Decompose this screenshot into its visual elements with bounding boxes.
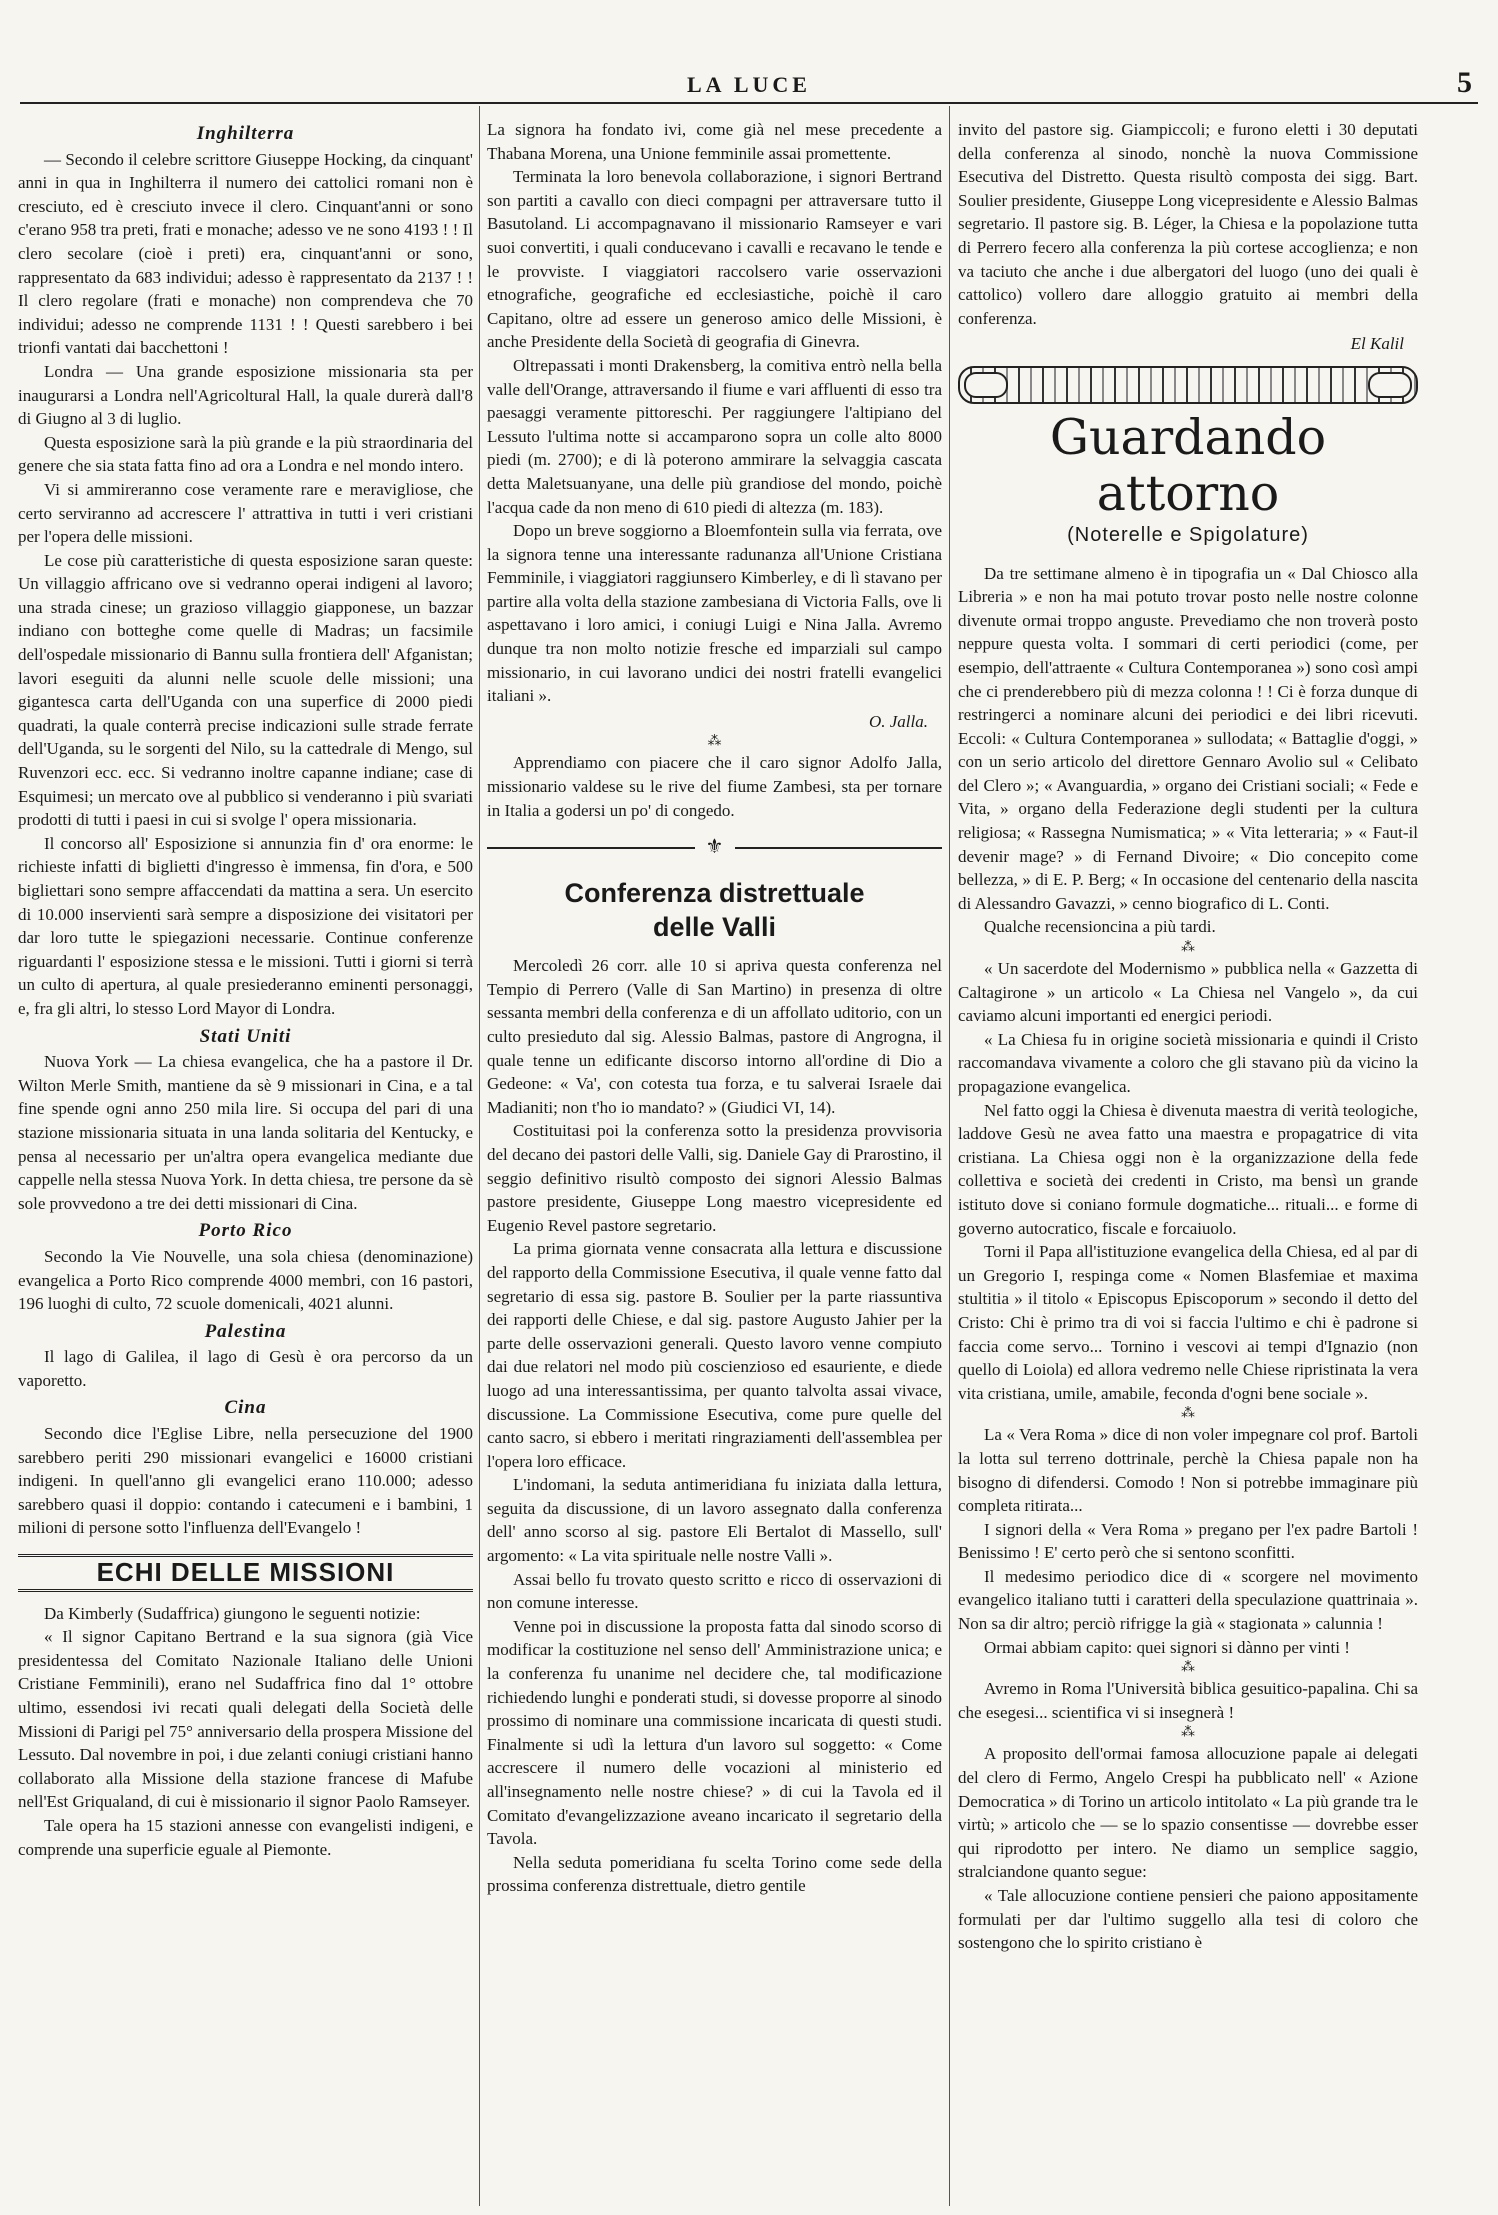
paragraph: Assai bello fu trovato questo scritto e ricco di osservazioni di non comune interesse. — [487, 1569, 942, 1613]
ornamental-divider — [487, 836, 942, 860]
paragraph: Secondo la Vie Nouvelle, una sola chiesa (denominazione) evangelica a Porto Rico comprende 4000 membri, con 16 pastori, 196 luoghi di culto, 72 scuole domenicali, 4021 alunni. — [18, 1246, 473, 1314]
article-title-line-1: Conferenza distrettuale — [564, 878, 865, 909]
paragraph: Vi si ammireranno cose veramente rare e meravigliose, che certo serviranno ad accrescere l' attrattiva in tutti i veri cristiani per l'opera delle missioni. — [18, 479, 473, 547]
paragraph: A proposito dell'ormai famosa allocuzione papale ai delegati del clero di Fermo, Angelo Crespi ha pubblicato nell' « Azione Democratica » di Torino un articolo intitolato « La più grande tra le virtù; » articolo che — se lo spazio consentisse — dovrebbe esser qui riprodotto per intero. Ne diamo un semplice saggio, stralciandone quanto segue: — [958, 1744, 1418, 1882]
column-1 — [18, 118, 473, 2203]
paragraph: Ormai abbiam capito: quei signori si dànno per vinti ! — [984, 1637, 1350, 1657]
section-title-inghilterra: Inghilterra — [196, 123, 295, 144]
paragraph: Il lago di Galilea, il lago di Gesù è ora percorso da un vaporetto. — [18, 1347, 473, 1390]
article-title-guardando-attorno: Guardando attorno — [1049, 408, 1327, 522]
paragraph: invito del pastore sig. Giampiccoli; e furono eletti i 30 deputati della conferenza al sinodo, nonchè la nuova Commissione Esecutiva del Distretto. Questa risultò composta dei sigg. Bart. Soulier presidente, Giuseppe Long vicepresidente e Alessio Balmas segretario. Il pastore sig. B. Léger, la Chiesa e la popolazione tutta di Perrero fecero alla conferenza la più cortese accoglienza; e non va taciuto che anche i due albergatori del luogo (uno dei quali è cattolico) vollero dare alloggio gratuito ai membri della conferenza. — [958, 120, 1418, 328]
section-title-echi-delle-missioni: ECHI DELLE MISSIONI — [18, 1554, 473, 1592]
newspaper-title: LA LUCE — [687, 72, 811, 97]
paragraph: Secondo dice l'Eglise Libre, nella persecuzione del 1900 sarebbero periti 290 missionari evangelici e 16000 cristiani indigeni. In quell'anno gli evangelici erano 110.000; adesso sarebbero quasi il doppio: contando i catecumeni e i bambini, 1 milioni di persone sotto l'influenza dell'Evangelo ! — [18, 1424, 473, 1538]
paragraph: Questa esposizione sarà la più grande e la più straordinaria del genere che sia stata fatta fino ad ora a Londra e nel mondo intero. — [18, 432, 473, 476]
column-rule — [479, 106, 480, 2206]
section-title-stati-uniti: Stati Uniti — [199, 1025, 292, 1047]
section-title-porto-rico: Porto Rico — [198, 1220, 293, 1242]
paragraph: Londra — Una grande esposizione missionaria sta per inaugurarsi a Londra nell'Agricoltural Hall, la quale durerà dall'8 di Giugno al 3 di luglio. — [18, 361, 473, 429]
paragraph: Terminata la loro benevola collaborazione, i signori Bertrand son partiti a cavallo con dieci compagni per attraversare tutto il Basutoland. Li accompagnavano il missionario Ramseyer e vari suoi convertiti, i quali conducevano i cavalli e recavano le tende e le provviste. I viaggiatori raccolsero varie osservazioni etnografiche, geografiche ed ecclesiastiche, poichè il caro Capitano, oltre ad essere un generoso amico delle Missioni, è anche Presidente della Società di geografia di Ginevra. — [487, 167, 942, 352]
paragraph: Costituitasi poi la conferenza sotto la presidenza provvisoria del decano dei pastori delle Valli, sig. Daniele Gay di Prarostino, il seggio definitivo risultò composto dei signori Alessio Balmas pastore presidente, Giuseppe Long maestro vicepresidente ed Eugenio Revel pastore segretario. — [487, 1121, 942, 1235]
article-title-conferenza — [487, 876, 942, 944]
paragraph: Oltrepassati i monti Drakensberg, la comitiva entrò nella bella valle dell'Orange, attraversando il fiume e vari affluenti di esso tra paesaggi veramente pittoreschi. Per raggiungere l'altipiano del Lessuto l'ultima notte si accamparono sopra un colle alto 8000 piedi (m. 2700); e di là poterono ammirare la selvaggia cascata detta Maletsuanyane, una delle più grandiose del mondo, poichè l'acqua cade da non meno di 610 piedi di altezza (m. 183). — [487, 355, 942, 517]
paragraph: « Il signor Capitano Bertrand e la sua signora (già Vice presidentessa del Comitato Nazionale Italiano delle Unioni Cristiane Femminili), erano nel Sudaffrica fino dal 1° ottobre ultimo, essendosi ivi recati quali delegati della Società delle Missioni di Parigi pel 75° anniversario della prospera Missione del Lessuto. Dal novembre in poi, i due zelanti coniugi cristiani hanno collaborato alla Missione della stazione francese di Mafube nell'Est Griqualand, di cui è missionario il signor Paolo Ramseyer. — [18, 1627, 473, 1812]
paragraph: Nel fatto oggi la Chiesa è divenuta maestra di verità teologiche, laddove Gesù ne avea fatto una maestra e propagatrice di vita cristiana. La Chiesa oggi non è la organizzazione della fede collettiva e società dei credenti in Cristo, ma bensì un grande istituto dove si coniano formule dogmatiche... rituali... e forme di governo autocratico, fiscale e forcaiuolo. — [958, 1100, 1418, 1238]
paragraph: Tale opera ha 15 stazioni annesse con evangelisti indigeni, e comprende una superficie eguale al Piemonte. — [18, 1815, 473, 1859]
paragraph: Venne poi in discussione la proposta fatta dal sinodo scorso di modificar la costituzione nel senso dell' Amministrazione unica; e la conferenza fu unanime nel decidere che, tal modificazione richiedendo lunghi e ponderati studi, si dovesse proporre al sinodo prossimo di nominare una commissione incaricata di questi studi. Finalmente si udì la lettura d'un lavoro sul soggetto: « Come accrescere il numero delle vocazioni al ministerio ed all'insegnamento nelle nostre chiese? » di cui la Tavola ed il Comitato d'evangelizzazione aveano incaricato il segretario della Tavola. — [487, 1616, 942, 1849]
separator-stars: ⁂ — [1181, 1725, 1195, 1741]
paragraph: La signora ha fondato ivi, come già nel mese precedente a Thabana Morena, una Unione femminile assai promettente. — [487, 120, 942, 163]
paragraph: Avremo in Roma l'Università biblica gesuitico-papalina. Chi sa che esegesi... scientifica vi si insegnerà ! — [958, 1679, 1418, 1722]
signature: O. Jalla. — [868, 711, 928, 731]
column-3 — [958, 118, 1418, 2203]
paragraph: « La Chiesa fu in origine società missionaria e quindi il Cristo raccomandava vivamente a coloro che gli stavano più da vicino la propagazione evangelica. — [958, 1029, 1418, 1096]
paragraph: Il medesimo periodico dice di « scorgere nel movimento evangelico italiano tutti i caratteri della speculazione quattrinaia ». Non sa dir altro; perciò rifrigge la già « stagionata » calunnia ! — [958, 1566, 1418, 1634]
paragraph: Le cose più caratteristiche di questa esposizione saran queste: Un villaggio affricano ove si vedranno operai indigeni al lavoro; una strada cinese; un grazioso villaggio giapponese, un bazzar indiano con botteghe come quelle di Madras; un facsimile dell'ospedale missionario di Bannu sulla frontiera dell' Afganistan; lavori eseguiti da alunni nelle scuole delle missioni; una gigantesca carta dell'Uganda con una superfice di 2000 piedi quadrati, la quale conterrà precise indicazioni sulle strade ferrate dell'Uganda, su le sorgenti del Nilo, su la cattedrale di Mengo, sul Ruvenzori ecc. ecc. Si vedranno inoltre capanne indiane; case di Esquimesi; un mercato ove al pubblico si venderanno i più svariati prodotti di tutti i paesi in cui si svolge l' opera missionaria. — [18, 550, 473, 830]
paragraph: Dopo un breve soggiorno a Bloemfontein sulla via ferrata, ove la signora tenne una interessante radunanza all'Unione Cristiana Femminile, i viaggiatori raggiunsero Kimberley, e di lì stavano per partire alla volta della stazione zambesiana di Victoria Falls, ove li aspettavano i loro amici, i coniugi Luigi e Nina Jalla. Avremo dunque tra non molto notizie fresche ed imparziali sul campo missionario, in cui lavorano undici dei nostri fratelli evangelici italiani ». — [487, 521, 942, 706]
page-number: 5 — [1457, 66, 1472, 99]
separator-stars: ⁂ — [1181, 1660, 1195, 1676]
separator-stars: ⁂ — [1181, 1406, 1195, 1422]
paragraph: I signori della « Vera Roma » pregano per l'ex padre Bartoli ! Benissimo ! E' certo però che si sentono sconfitti. — [958, 1519, 1418, 1563]
column-rule — [949, 106, 950, 2206]
paragraph: « Tale allocuzione contiene pensieri che paiono appositamente formulati per dar l'ultimo suggello alla tesi di coloro che sostengono che lo spirito cristiano è — [958, 1886, 1418, 1953]
paragraph: Nuova York — La chiesa evangelica, che ha a pastore il Dr. Wilton Merle Smith, mantiene da sè 9 missionari in Cina, e a tal fine spende ogni anno 250 mila lire. Si occupa del pari di una stazione missionaria situata in una landa solitaria del Kentucky, e pensa al necessario per un'altra opera evangelica mediante due cappelle nella stessa Nuova York. In detta chiesa, tre persone da sè sole provvedono a tre dei detti missionari di Cina. — [18, 1052, 473, 1213]
signature: El Kalil — [1350, 334, 1404, 354]
paragraph: Da tre settimane almeno è in tipografia un « Dal Chiosco alla Libreria » e non ha mai potuto trovar posto nelle nostre colonne divenute ormai troppo anguste. Prevediamo che non troverà posto neppure questa volta. I sommari di certi periodici (come, per esempio, dell'attraente « Cultura Contemporanea ») sono così ampi che ci prenderebbero più di mezza colonna ! ! Ci è forza dunque di restringerci a nominare alcuni dei periodici e dei libri ricevuti. Eccoli: « Cultura Contemporanea » sullodata; « Battaglie d'oggi, » con un serio articolo del direttore Gennaro Avolio sul « Celibato del Clero »; « Avanguardia, » organo dei Cristiani sociali; « Fede e Vita, » organo della Federazione degli studenti per la cultura religiosa; « Rassegna Numismatica; » « Vita letteraria; » « Faut-il devenir mage? » di Fernand Divoire; « Dio concepito come bellezza, » di E. P. Berg; « In occasione del centenario della nascita di Alessandro Gavazzi, » cenno biografico di L. Conti. — [958, 563, 1418, 913]
paragraph: La « Vera Roma » dice di non voler impegnare col prof. Bartoli la lotta sul terreno dottrinale, perchè la Chiesa papale non ha bisogno di difendersi. Comodo ! Non si potrebbe immaginare più completa ritirata... — [958, 1425, 1418, 1516]
paragraph: Qualche recensioncina a più tardi. — [984, 917, 1216, 937]
paragraph: Apprendiamo con piacere che il caro signor Adolfo Jalla, missionario valdese su le rive del fiume Zambesi, sta per tornare in Italia a godersi un po' di congedo. — [487, 753, 942, 820]
fleur-de-lis-icon: ⚜ — [705, 836, 724, 859]
paragraph: « Un sacerdote del Modernismo » pubblica nella « Gazzetta di Caltagirone » un articolo « La Chiesa nel Vangelo », da cui caviamo alcuni importanti ed energici periodi. — [958, 959, 1418, 1026]
paragraph: Il concorso all' Esposizione si annunzia fin d' ora enorme: le richieste infatti di biglietti d'ingresso è immensa, fin d'ora, e 500 bigliettari sono sempre affaccendati da mattina a sera. Un esercito di 10.000 inservienti sarà sempre a disposizione dei visitatori per dar loro tutte le spiegazioni necessarie. Continue conferenze riguardanti l' esposizione stessa e le missioni. Tutti i giorni si terrà un culto di apertura, al quale presiederanno eminenti personaggi, e, fra gli altri, lo stesso Lord Mayor di Londra. — [18, 833, 473, 1018]
article-title-line-2: delle Valli — [652, 912, 777, 943]
paragraph: Da Kimberly (Sudaffrica) giungono le seguenti notizie: — [44, 1603, 421, 1623]
column-2 — [487, 118, 942, 2203]
separator-stars: ⁂ — [1181, 940, 1195, 956]
article-subtitle: (Noterelle e Spigolature) — [1067, 523, 1309, 546]
paragraph: Mercoledì 26 corr. alle 10 si apriva questa conferenza nel Tempio di Perrero (Valle di San Martino) in presenza di oltre sessanta membri della conferenza e di un affollato uditorio, con un culto presieduto dal sig. Alessio Balmas, pastore di Angrogna, il quale tenne un edificante discorso intorno all'ordine di Dio a Gedeone: « Va', con cotesta tua forza, e tu salverai Israele dai Madianiti; non t'ho io mandato? » (Giudici VI, 14). — [487, 956, 942, 1117]
section-title-palestina: Palestina — [204, 1320, 287, 1342]
decorative-band — [958, 366, 1418, 404]
paragraph: Torni il Papa all'istituzione evangelica della Chiesa, ed al par di un Gregorio I, respinga come « Nomen Blasfemiae et maxima stultitia » il titolo « Episcopus Episcoporum » secondo il detto del Cristo: Chi è primo tra di voi si faccia l'ultimo e chi è padrone si faccia come servo... Tornino i vescovi ai tempi d'Ignazio (non quello di Loiola) ed allora vedremo nelle Chiese ripristinata la vera vita cristiana, umile, amabile, feconda d'ogni bene sociale ». — [958, 1242, 1418, 1403]
section-title-cina: Cina — [224, 1397, 267, 1419]
paragraph: L'indomani, la seduta antimeridiana fu iniziata dalla lettura, seguita da discussione, di un lavoro assegnato dalla conferenza dell' anno scorso al sig. pastore Eli Bertalot di Massello, sull' argomento: « La vita spirituale nelle nostre Valli ». — [487, 1475, 942, 1566]
paragraph: — Secondo il celebre scrittore Giuseppe Hocking, da cinquant' anni in qua in Inghilterra il numero dei cattolici romani non è cresciuto, ed è cresciuto invece il clero. Cinquant'anni or sono c'erano 958 tra preti, frati e monache; adesso ve ne sono 4193 ! ! Il clero secolare (cioè i preti) era, cinquant'anni or sono, rappresentato da 683 individui; adesso è rappresentato da 2137 ! ! Il clero regolare (frati e monache) non comprendeva che 70 individui; adesso ne comprende 1131 ! ! Questi sarebbero i bei trionfi vantati dai bacchettoni ! — [18, 149, 473, 358]
paragraph: La prima giornata venne consacrata alla lettura e discussione del rapporto della Commissione Esecutiva, il quale venne fatto dal segretario di essa sig. pastore B. Soulier per la parte riassuntiva dei rapporti delle Chiese, e dal sig. pastore Augusto Jahier per la parte delle osservazioni generali. Questo lavoro venne compiuto dai due relatori nel modo più coscienzioso ed esauriente, e diede luogo ad una interessantissima, per quanto talvolta assai vivace, discussione. La Commissione Esecutiva, come pure quelle del canto sacro, si ebbero i meritati ringraziamenti dell'assemblea per l'opera loro efficace. — [487, 1239, 942, 1471]
paragraph: Nella seduta pomeridiana fu scelta Torino come sede della prossima conferenza distrettuale, dietro gentile — [487, 1852, 942, 1896]
separator-stars: ⁂ — [707, 734, 722, 750]
page-header — [20, 68, 1478, 104]
